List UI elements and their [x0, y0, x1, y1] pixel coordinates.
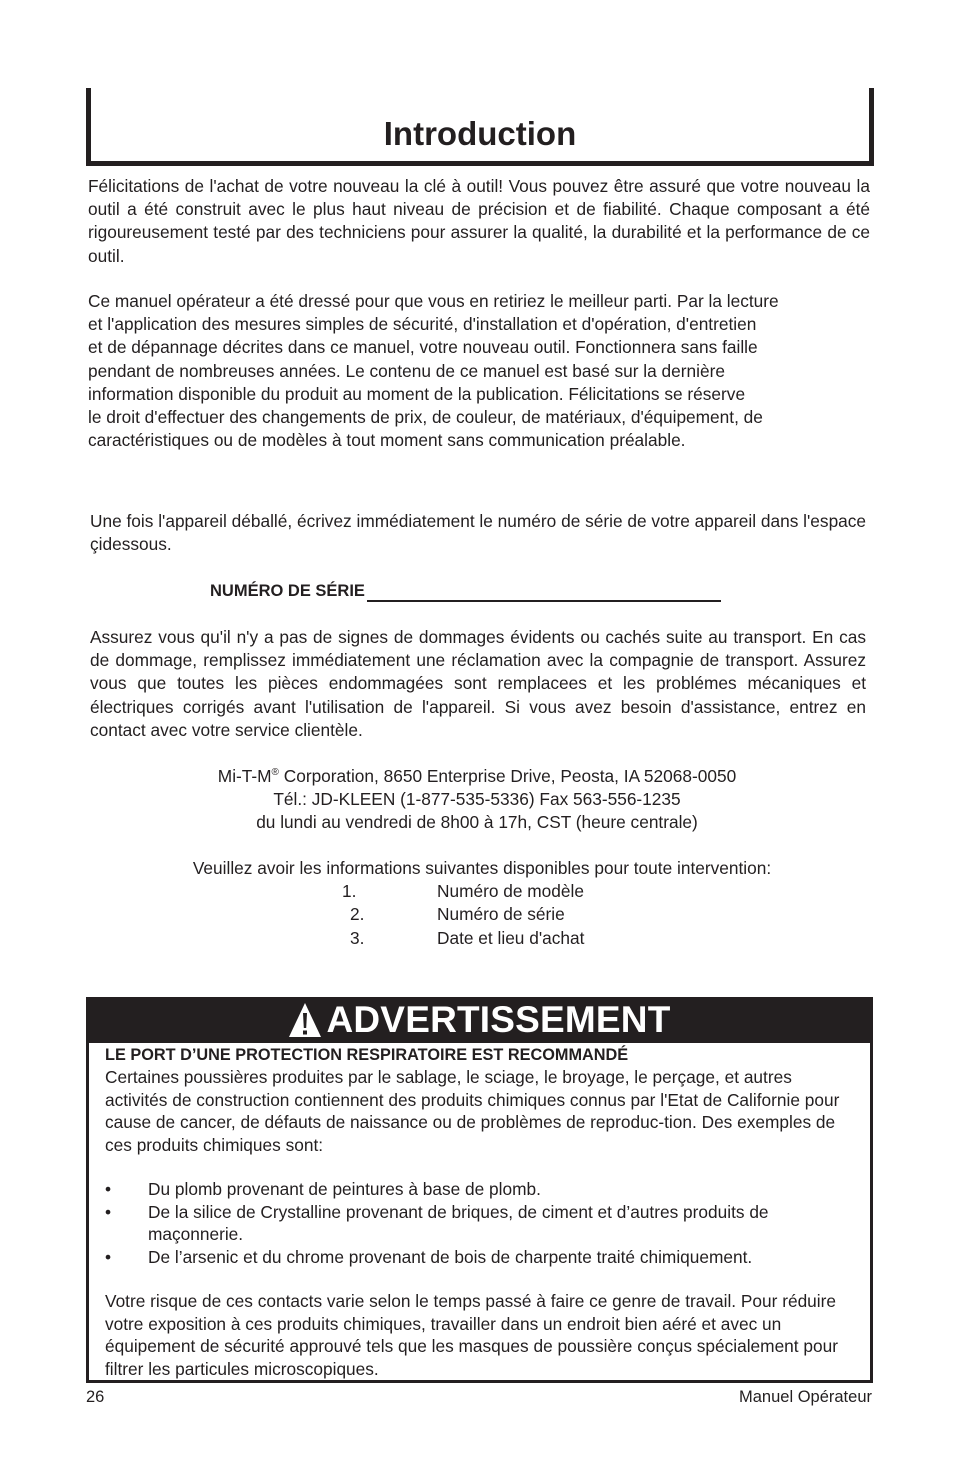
warning-header	[89, 997, 870, 1043]
intro-line: le droit d'effectuer des changements de prix, de couleur, de matériaux, d'équipement, de	[88, 407, 763, 428]
bullet-symbol: •	[105, 1246, 112, 1267]
contact-phone: Tél.: JD-KLEEN (1-877-535-5336) Fax 563-556-1235	[273, 789, 681, 810]
intro-paragraph-2	[88, 290, 870, 452]
warning-bullet	[105, 1201, 853, 1246]
info-item-label: Date et lieu d'achat	[437, 928, 585, 948]
warning-triangle-icon	[288, 1001, 322, 1039]
info-item-number: 2.	[350, 904, 365, 924]
warning-bullet	[105, 1246, 853, 1268]
intro-paragraph-1-text: Félicitations de l'achat de votre nouveau la clé à outil! Vous pouvez être assuré que votre nouveau la outil a été construit avec le plus haut niveau de précision et de fiabilité. Chaque composant a été rigoureusement testé par des techniciens pour assurer la qualité, la durabilité et la performance de ce outil.	[88, 176, 870, 266]
warning-closing: Votre risque de ces contacts varie selon le temps passé à faire ce genre de travail. Pour réduire votre exposition à ces produits chimiques, travailler dans un endroit bien aéré et avec un équipement de sécurité approuvé tels que les masques de poussière conçus spécialement pour filtrer les particules microscopiques.	[105, 1291, 838, 1379]
bullet-symbol: •	[105, 1179, 112, 1200]
intro-line: et de dépannage décrites dans ce manuel, votre nouveau outil. Fonctionnera sans faille	[88, 337, 758, 358]
serial-number-field	[210, 580, 721, 602]
unpack-text: Une fois l'appareil déballé, écrivez immédiatement le numéro de série de votre appareil dans l'espace çidessous.	[90, 511, 867, 555]
warning-title: ADVERTISSEMENT	[326, 999, 671, 1040]
warning-bullet	[105, 1178, 853, 1200]
warning-text: Certaines poussières produites par le sablage, le sciage, le broyage, le perçage, et autres activités de construction contiennent des produits chimiques connus par l'Etat de Californie pour cause de cancer, de défauts de naissance ou de problèmes de reproduc-tion. Des exemples de ces produits chimiques sont:	[105, 1067, 840, 1155]
contact-address	[86, 765, 868, 788]
info-intro: Veuillez avoir les informations suivantes disponibles pour toute intervention:	[192, 858, 772, 878]
contact-block	[86, 765, 868, 835]
page-title: Introduction	[383, 115, 577, 152]
info-item-label: Numéro de série	[437, 904, 565, 924]
contact-hours: du lundi au vendredi de 8h00 à 17h, CST (heure centrale)	[256, 812, 698, 833]
intro-line: Ce manuel opérateur a été dressé pour que vous en retiriez le meilleur parti. Par la lecture	[88, 291, 779, 311]
warning-box	[86, 997, 873, 1383]
registered-mark: ®	[271, 767, 279, 779]
intro-line: caractéristiques ou de modèles à tout moment sans communication préalable.	[88, 430, 686, 451]
bullet-symbol: •	[105, 1201, 112, 1222]
bullet-text: De la silice de Crystalline provenant de briques, de ciment et d’autres produits de maçonnerie.	[148, 1201, 769, 1245]
damage-paragraph	[90, 626, 866, 742]
intro-line: et l'application des mesures simples de sécurité, d'installation et d'opération, d'entretien	[88, 314, 757, 335]
bullet-text: De l’arsenic et du chrome provenant de bois de charpente traité chimiquement.	[148, 1246, 753, 1267]
info-item-label: Numéro de modèle	[437, 881, 584, 901]
title-box	[86, 88, 874, 166]
unpack-paragraph	[90, 510, 870, 556]
info-item-number: 3.	[350, 928, 365, 948]
info-item-number: 1.	[342, 881, 357, 901]
intro-line: pendant de nombreuses années. Le contenu de ce manuel est basé sur la dernière	[88, 360, 725, 381]
page-number: 26	[86, 1388, 105, 1406]
warning-subtitle: LE PORT D’UNE PROTECTION RESPIRATOIRE EST RECOMMANDÉ	[105, 1046, 629, 1064]
warning-body	[105, 1044, 853, 1380]
intro-paragraph-1	[88, 175, 870, 268]
serial-number-label: NUMÉRO DE SÉRIE	[210, 582, 365, 600]
company-name: Mi-T-M	[217, 766, 272, 786]
manual-name: Manuel Opérateur	[739, 1388, 872, 1406]
damage-text: Assurez vous qu'il n'y a pas de signes de dommages évidents ou cachés suite au transport. En cas de dommage, remplissez immédiatement une réclamation avec la compagnie de transport. Assurez vous que toutes les pièces endommagées sont remplacees et les problémes mécaniques et électriques corrigés avant l'utilisation de l'appareil. Si vous avez besoin d'assistance, entrez en contact avec votre service clientèle.	[90, 627, 866, 740]
bullet-text: Du plomb provenant de peintures à base de plomb.	[148, 1179, 541, 1200]
company-address: Corporation, 8650 Enterprise Drive, Peosta, IA 52068-0050	[278, 766, 737, 786]
intro-line: information disponible du produit au moment de la publication. Félicitations se réserve	[88, 383, 746, 404]
serial-number-blank-line	[367, 582, 721, 602]
